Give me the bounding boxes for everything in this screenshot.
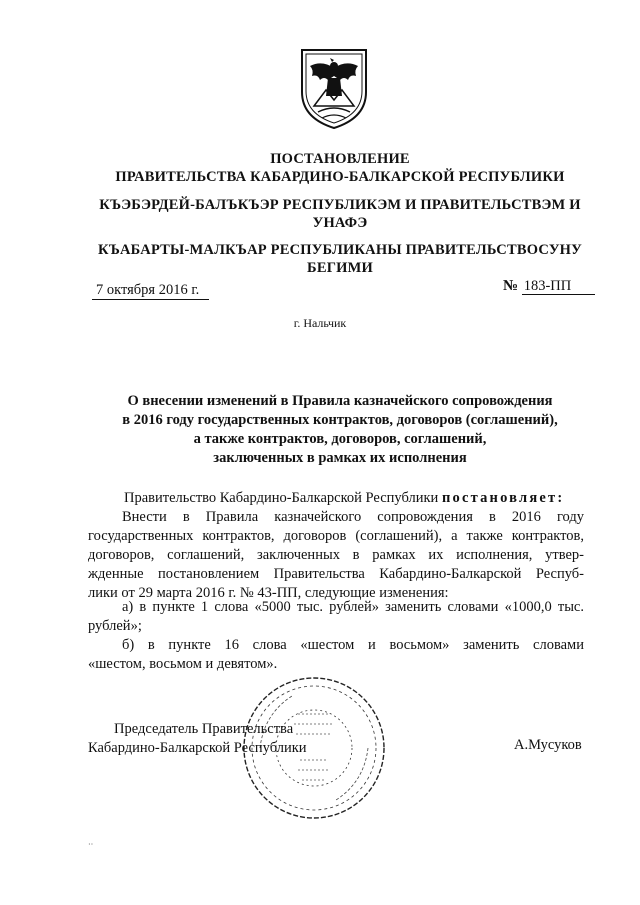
- issuer-heading-bal-1: КЪАБАРТЫ-МАЛКЪАР РЕСПУБЛИКАНЫ ПРАВИТЕЛЬСТВОСУНУ: [98, 242, 582, 258]
- paragraph-line: Внести в Правила казначейского сопровождения в 2016 году: [122, 509, 584, 525]
- scan-mark: ··: [88, 840, 94, 849]
- signatory-title-line-2: Кабардино-Балкарской Республики: [88, 740, 307, 756]
- issuer-heading-kab-2: УНАФЭ: [312, 215, 368, 231]
- intro-prefix: Правительство Кабардино-Балкарской Республики: [124, 490, 442, 506]
- issuer-heading-kab-1: КЪЭБЭРДЕЙ-БАЛЪКЪЭР РЕСПУБЛИКЭМ И ПРАВИТЕЛЬСТВЭМ И: [99, 197, 581, 213]
- title-line-2: в 2016 году государственных контрактов, договоров (соглашений),: [122, 412, 558, 428]
- paragraph-line: рублей»;: [88, 618, 142, 634]
- paragraph-line: государственных контрактов, договоров (соглашений), а также контрактов,: [88, 528, 584, 544]
- signatory-title-line-1: Председатель Правительства: [114, 721, 294, 737]
- title-line-1: О внесении изменений в Правила казначейского сопровождения: [127, 393, 553, 409]
- title-line-3: а также контрактов, договоров, соглашений,: [193, 431, 487, 447]
- coat-of-arms-icon: [296, 46, 372, 130]
- resolution-intro: [124, 489, 564, 508]
- signatory-name: А.Мусуков: [514, 737, 582, 753]
- paragraph-line: договоров, соглашений, заключенных в рамках их исполнения, утвер-: [88, 547, 584, 563]
- paragraph-item-a: [88, 598, 584, 636]
- city: г. Нальчик: [293, 316, 347, 330]
- paragraph-line: б) в пункте 16 слова «шестом и восьмом» заменить словами: [122, 637, 584, 653]
- intro-keyword: постановляет:: [441, 490, 565, 506]
- document-date: 7 октября 2016 г.: [92, 282, 209, 300]
- paragraph-line: а) в пункте 1 слова «5000 тыс. рублей» заменить словами «1000,0 тыс.: [122, 599, 584, 615]
- paragraph-line: лики от 29 марта 2016 г. № 43-ПП, следующие изменения:: [88, 585, 449, 601]
- number-value: 183-ПП: [522, 278, 596, 295]
- paragraph-line: «шестом, восьмом и девятом».: [88, 656, 278, 672]
- doc-type-heading: ПОСТАНОВЛЕНИЕ: [270, 151, 410, 167]
- paragraph-amendments: [88, 508, 584, 603]
- issuer-heading-bal-2: БЕГИМИ: [307, 260, 373, 276]
- paragraph-line: жденные постановлением Правительства Кабардино-Балкарской Респуб-: [88, 566, 584, 582]
- document-number: [503, 276, 595, 296]
- number-sign: №: [503, 278, 519, 294]
- issuer-heading-ru: ПРАВИТЕЛЬСТВА КАБАРДИНО-БАЛКАРСКОЙ РЕСПУБЛИКИ: [115, 169, 565, 185]
- paragraph-item-b: [88, 636, 584, 674]
- title-line-4: заключенных в рамках их исполнения: [213, 450, 467, 466]
